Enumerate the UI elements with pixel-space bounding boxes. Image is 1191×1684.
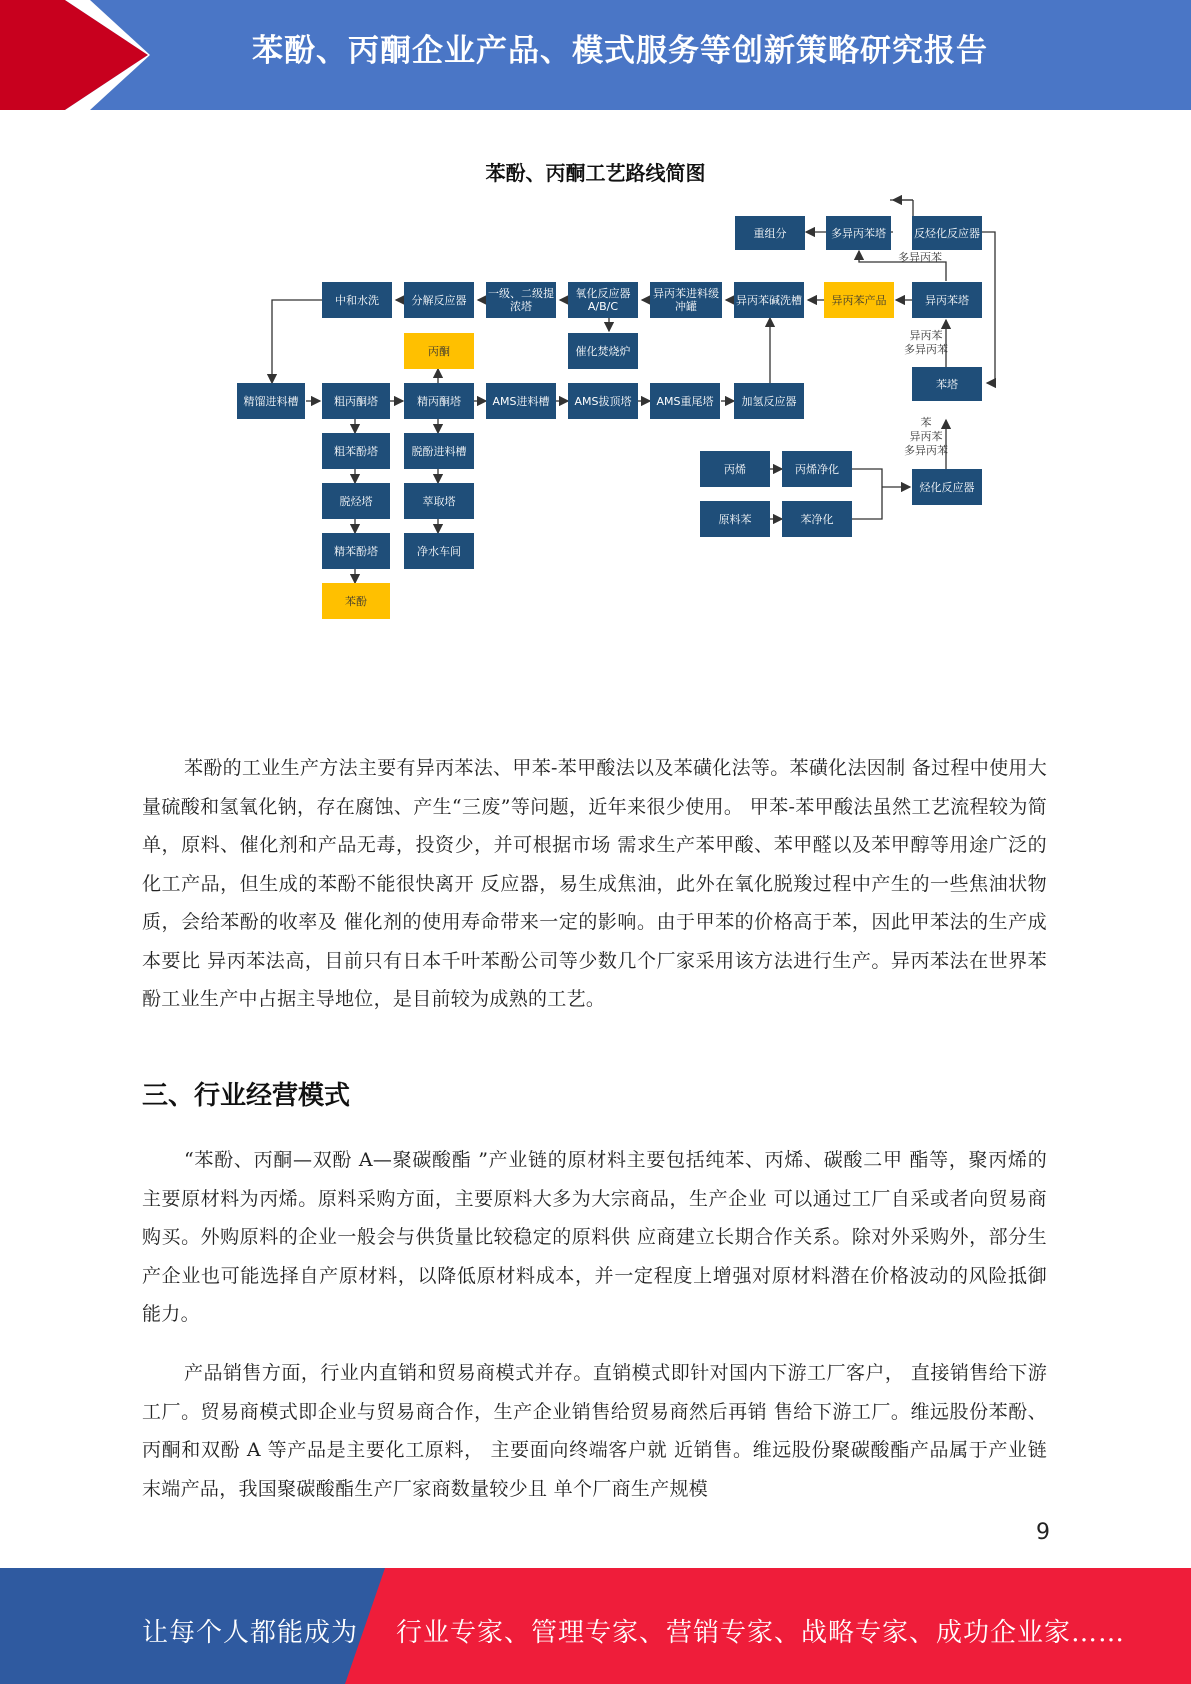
paragraph-production-methods: 苯酚的工业生产方法主要有异丙苯法、甲苯-苯甲酸法以及苯磺化法等。苯磺化法因制 备过程中使用大量硫酸和氢氧化钠，存在腐蚀、产生“三废”等问题，近年来很少使用。 甲苯-苯甲酸法虽然工艺流程较为简单，原料、催化剂和产品无毒，投资少，并可根据市场 需求生产苯甲酸、苯甲醛以及苯甲醇等用途广泛的化工产品，但生成的苯酚不能很快离开 反应器，易生成焦油，此外在氧化脱羧过程中产生的一些焦油状物质，会给苯酚的收率及 催化剂的使用寿命带来一定的影响。由于甲苯的价格高于苯，因此甲苯法的生产成本要比 异丙苯法高，目前只有日本千叶苯酚公司等少数几个厂家采用该方法进行生产。异丙苯法在世界苯酚工业生产中占据主导地位，是目前较为成熟的工艺。 [142, 757, 1047, 1010]
node-bingtong: 丙酮 [404, 333, 474, 369]
node-yibingben-product: 异丙苯产品 [824, 282, 894, 318]
edge-label-bottom: 苯 异丙苯 多异丙苯 [904, 416, 948, 457]
node-fanhuanhua: 反烃化反应器 [912, 216, 982, 250]
node-jiaqing: 加氢反应器 [734, 383, 804, 419]
footer-slogan-left: 让每个人都能成为 [142, 1618, 359, 1648]
paragraph-business-model: “苯酚、丙酮—双酚 A—聚碳酸酯 ”产业链的原材料主要包括纯苯、丙烯、碳酸二甲 酯等，聚丙烯的主要原材料为丙烯。原料采购方面，主要原料大多为大宗商品，生产企业 可以通过工厂自采或者向贸易商购买。外购原料的企业一般会与供货量比较稳定的原料供 应商建立长期合作关系。除对外采购外，部分生产企业也可能选择自产原材料，以降低原材料成本，并一定程度上增强对原材料潜在价格波动的风险抵御能力。 [142, 1149, 1047, 1325]
edge-label-mid: 异丙苯 多异丙苯 [904, 329, 948, 356]
node-jingliu-jinliao: 精馏进料槽 [237, 383, 305, 419]
node-cuiqu: 萃取塔 [404, 483, 474, 519]
node-jingshui: 净水车间 [404, 533, 474, 569]
node-cu-benfen: 粗苯酚塔 [322, 433, 390, 469]
node-fenjie: 分解反应器 [404, 282, 474, 318]
header-title: 苯酚、丙酮企业产品、模式服务等创新策略研究报告 [252, 33, 988, 69]
node-yuanliao-ben: 原料苯 [700, 501, 770, 537]
node-jinliao-huanchong: 异丙苯进料缓冲罐 [650, 282, 722, 318]
paragraph-sales-model: 产品销售方面，行业内直销和贸易商模式并存。直销模式即针对国内下游工厂客户， 直接销售给下游工厂。贸易商模式即企业与贸易商合作，生产企业销售给贸易商然后再销 售给下游工厂。维远股份苯酚、丙酮和双酚 A 等产品是主要化工原料， 主要面向终端客户就 近销售。维远股份聚碳酸酯产品属于产业链末端产品，我国聚碳酸酯生产厂家商数量较少且 单个厂商生产规模 [142, 1362, 1047, 1500]
node-bingxi-jinghua: 丙烯净化 [782, 451, 852, 487]
flow-connectors [0, 0, 1191, 640]
node-duoyibingben-ta: 多异丙苯塔 [826, 216, 891, 250]
node-ams-tuoxiang: AMS拔顶塔 [568, 383, 638, 419]
footer-slogan-right: 行业专家、管理专家、营销专家、战略专家、成功企业家…… [396, 1618, 1126, 1648]
diagram-title: 苯酚、丙酮工艺路线简图 [485, 161, 706, 185]
node-tuofen-jinliao: 脱酚进料槽 [404, 433, 474, 469]
node-ben-jinghua: 苯净化 [782, 501, 852, 537]
node-jing-bingtong: 精丙酮塔 [404, 383, 474, 419]
node-cu-bingtong: 粗丙酮塔 [322, 383, 390, 419]
node-jianxi: 异丙苯碱洗槽 [734, 282, 804, 318]
node-tinghua: 烃化反应器 [912, 469, 982, 505]
node-yanghua: 氧化反应器A/B/C [568, 282, 638, 318]
node-bingxi: 丙烯 [700, 451, 770, 487]
node-tuoting: 脱烃塔 [322, 483, 390, 519]
node-zhonghe: 中和水洗 [322, 282, 392, 318]
page-number: 9 [1036, 1520, 1050, 1545]
node-yibingben-ta: 异丙苯塔 [912, 282, 982, 318]
section-heading: 三、行业经营模式 [142, 1081, 351, 1111]
node-jing-benfen: 精苯酚塔 [322, 533, 390, 569]
node-cuihua-fenshao: 催化焚烧炉 [568, 333, 638, 369]
node-zhongzufen: 重组分 [735, 216, 805, 250]
edge-label-top: 多异丙苯 [898, 251, 942, 264]
node-benta: 苯塔 [912, 367, 982, 401]
node-benfen: 苯酚 [322, 583, 390, 619]
node-ams-jinliao: AMS进料槽 [486, 383, 556, 419]
node-tinong: 一级、二级提浓塔 [486, 282, 556, 318]
node-ams-chongwei: AMS重尾塔 [650, 383, 720, 419]
